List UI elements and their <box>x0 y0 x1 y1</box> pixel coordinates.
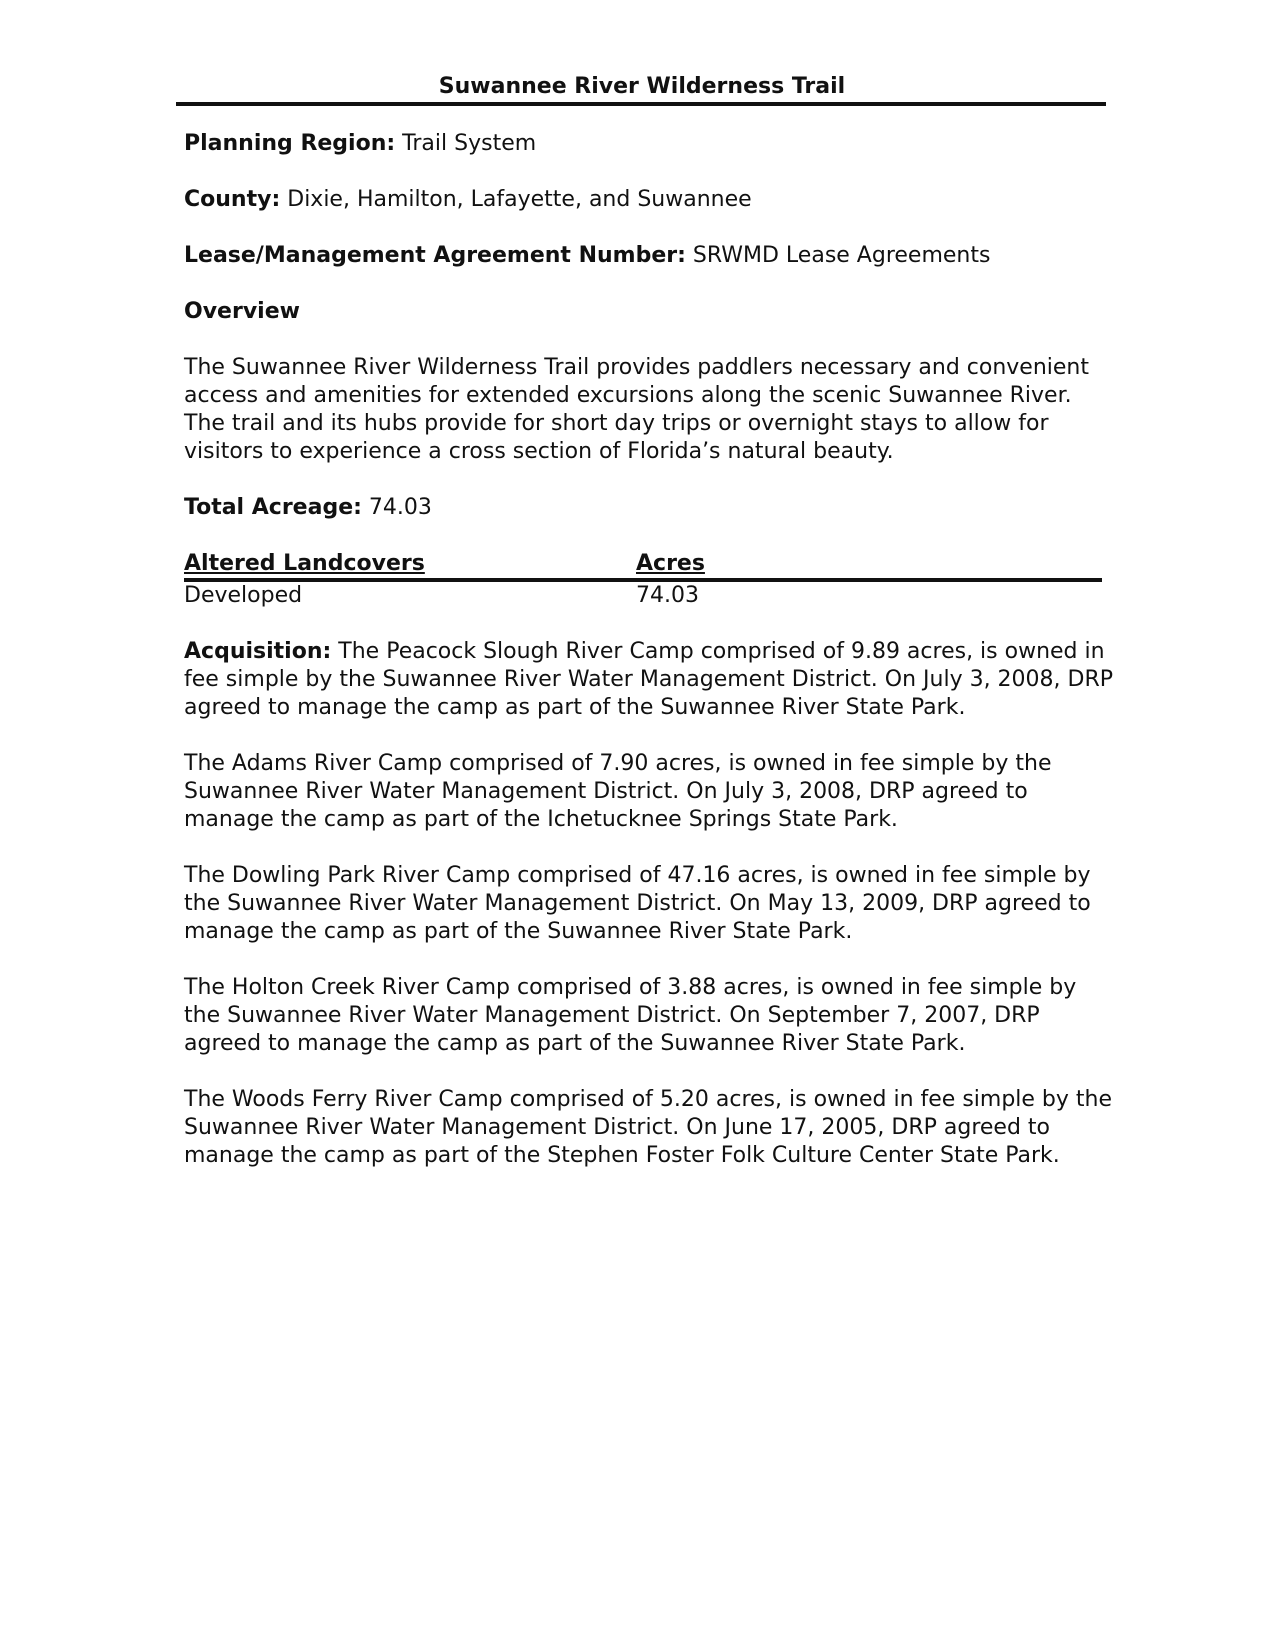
overview-heading: Overview <box>184 299 300 324</box>
landcover-name-cell: Developed <box>184 583 303 608</box>
landcover-acres-cell: 74.03 <box>636 583 699 608</box>
overview-heading-line <box>184 298 1114 326</box>
acres-column-header: Acres <box>636 550 1102 580</box>
lease-line <box>184 242 1114 270</box>
planning-region-line <box>184 130 1114 158</box>
county-value: Dixie, Hamilton, Lafayette, and Suwannee <box>287 187 752 212</box>
document-body <box>184 130 1114 1198</box>
lease-value: SRWMD Lease Agreements <box>692 243 991 268</box>
title-underline-rule <box>176 102 1106 106</box>
table-row <box>184 580 1102 610</box>
acquisition-label: Acquisition: <box>184 639 332 664</box>
overview-paragraph: The Suwannee River Wilderness Trail provides paddlers necessary and convenient access and amenities for extended excursions along the scenic Suwannee River. The trail and its hubs provide for short day trips or overnight stays to allow for visitors to experience a cross section of Florida’s natural beauty. <box>184 355 1089 464</box>
acquisition-paragraph-2: The Adams River Camp comprised of 7.90 acres, is owned in fee simple by the Suwannee River Water Management District. On July 3, 2008, DRP agreed to manage the camp as part of the Ichetucknee Springs State Park. <box>184 751 1052 832</box>
acquisition-text-1: The Peacock Slough River Camp comprised of 9.89 acres, is owned in fee simple by the Suwannee River Water Management District. On July 3, 2008, DRP agreed to manage the camp as part of the Suwannee River State Park. <box>184 639 1114 720</box>
landcover-column-header: Altered Landcovers <box>184 550 636 580</box>
total-acreage-label: Total Acreage: <box>184 495 362 520</box>
planning-region-label: Planning Region: <box>184 131 396 156</box>
acquisition-paragraph-3: The Dowling Park River Camp comprised of 47.16 acres, is owned in fee simple by the Suwannee River Water Management District. On May 13, 2009, DRP agreed to manage the camp as part of the Suwannee River State Park. <box>184 863 1091 944</box>
acquisition-paragraph-1 <box>184 638 1114 722</box>
county-line <box>184 186 1114 214</box>
acquisition-paragraph-5: The Woods Ferry River Camp comprised of 5.20 acres, is owned in fee simple by the Suwannee River Water Management District. On June 17, 2005, DRP agreed to manage the camp as part of the Stephen Foster Folk Culture Center State Park. <box>184 1087 1113 1168</box>
landcover-table-header-row <box>184 550 1102 580</box>
planning-region-value: Trail System <box>402 131 537 156</box>
total-acreage-value: 74.03 <box>368 495 432 520</box>
lease-label: Lease/Management Agreement Number: <box>184 243 686 268</box>
county-label: County: <box>184 187 281 212</box>
acquisition-paragraph-4: The Holton Creek River Camp comprised of 3.88 acres, is owned in fee simple by the Suwannee River Water Management District. On September 7, 2007, DRP agreed to manage the camp as part of the Suwannee River State Park. <box>184 975 1077 1056</box>
total-acreage-line <box>184 494 1114 522</box>
landcover-table <box>184 550 1102 610</box>
page-title: Suwannee River Wilderness Trail <box>438 74 846 99</box>
